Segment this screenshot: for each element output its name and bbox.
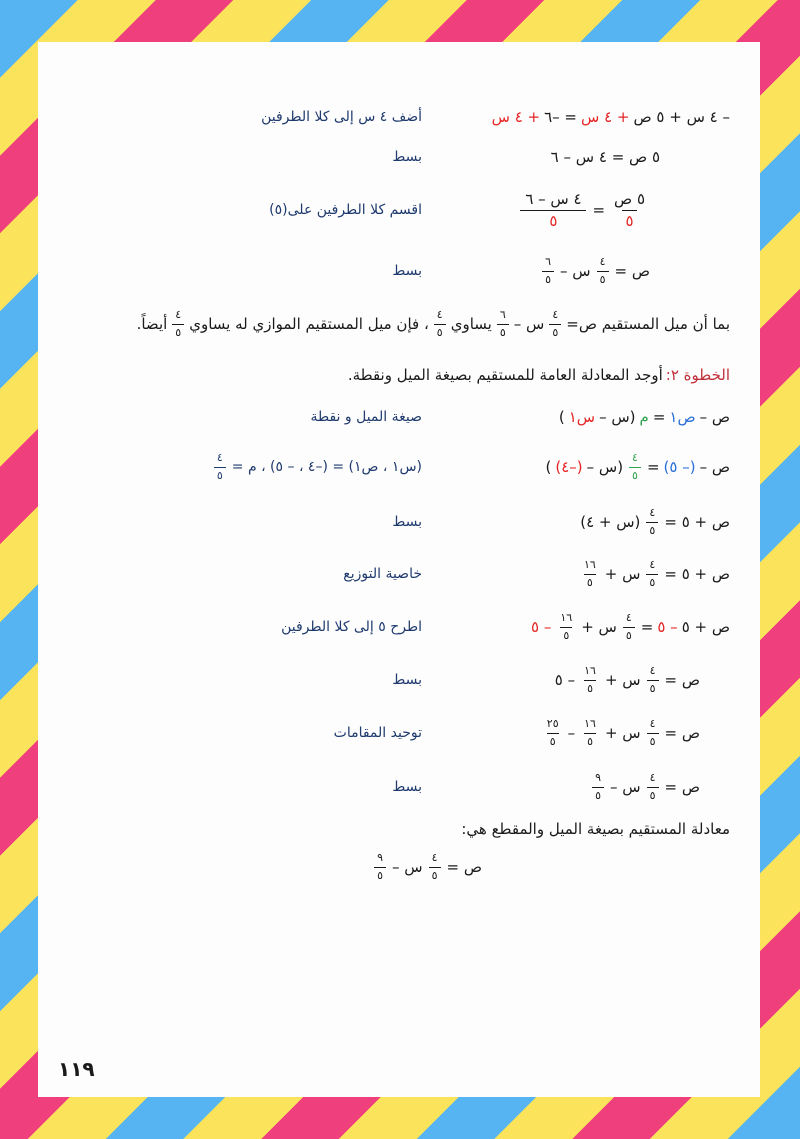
frac-den: ٥ — [629, 467, 641, 482]
fraction — [172, 309, 184, 338]
note-9: اطرح ٥ إلى كلا الطرفين — [281, 619, 422, 635]
note-7: بسط — [392, 514, 422, 530]
fraction — [646, 559, 658, 588]
eq-term: ص = — [446, 858, 482, 876]
frac-num: ٤ — [649, 506, 656, 520]
eq-term: س١ — [568, 408, 596, 426]
fraction-right — [520, 191, 586, 229]
eq-term: س – — [610, 778, 641, 796]
frac-num: ٤ س – ٦ — [525, 190, 582, 208]
equation-6 — [545, 442, 730, 492]
equation-10 — [555, 655, 700, 705]
step-2-heading — [68, 360, 730, 390]
eq-term: ص + ٥ — [681, 618, 730, 636]
frac-den: ٥ — [647, 733, 659, 748]
eq-term: ص = — [664, 724, 700, 742]
eq-term: س – — [392, 858, 423, 876]
note-5: صيغة الميل و نقطة — [310, 409, 422, 425]
eq-term: – ٥ — [531, 618, 552, 636]
eq-term: س + — [604, 565, 641, 583]
fraction — [597, 256, 609, 285]
frac-num: ٤ — [175, 308, 182, 322]
eq-term: = — [640, 618, 654, 636]
solution-row-7 — [38, 497, 760, 547]
fraction — [581, 665, 599, 694]
solution-row-3 — [38, 185, 760, 235]
eq-term: = — [652, 408, 666, 426]
equation-11 — [542, 708, 700, 758]
equation-3 — [518, 185, 650, 235]
note-4: بسط — [392, 263, 422, 279]
sentence-part: يساوي — [450, 315, 492, 333]
frac-den: ٥ — [646, 574, 658, 589]
frac-den: ٥ — [584, 574, 596, 589]
eq-term: ص = — [664, 671, 700, 689]
fraction — [647, 718, 659, 747]
solution-row-5 — [38, 397, 760, 437]
fraction-left — [611, 191, 648, 229]
frac-num: ٤ — [216, 451, 223, 465]
frac-den: ٥ — [542, 271, 554, 286]
final-equation — [372, 842, 482, 892]
eq-term: = — [646, 458, 660, 476]
fraction — [374, 852, 386, 881]
frac-den: ٥ — [560, 627, 572, 642]
equation-4 — [540, 246, 650, 296]
equation-12 — [590, 762, 700, 812]
page-number: ١١٩ — [58, 1057, 95, 1081]
eq-term: م — [639, 408, 649, 426]
frac-num: ٦ — [545, 255, 551, 269]
solution-row-2 — [38, 137, 760, 177]
solution-row-8 — [38, 549, 760, 599]
frac-num: ٦ — [499, 308, 506, 322]
fraction — [623, 612, 635, 641]
frac-num: ١٦ — [584, 664, 596, 678]
note-12: بسط — [392, 779, 422, 795]
eq-term: (– ٥) — [663, 458, 696, 476]
fraction — [592, 772, 604, 801]
frac-den: ٥ — [429, 867, 441, 882]
frac-num: ٤ — [552, 308, 559, 322]
note-10: بسط — [392, 672, 422, 688]
eq-term: (س + ٤) — [580, 513, 641, 531]
note-6 — [212, 442, 422, 492]
fraction — [214, 452, 226, 481]
eq-term: ) — [558, 408, 565, 426]
frac-num: ٩ — [595, 771, 601, 785]
eq-term: ) — [545, 458, 552, 476]
sentence-part: أيضاً. — [136, 315, 168, 333]
note-text: (س١ ، ص١) = (–٤ ، – ٥) ، م = — [231, 459, 422, 475]
eq-term: س + — [581, 618, 617, 636]
frac-num: ٤ — [436, 308, 443, 322]
frac-den: ٥ — [547, 733, 559, 748]
frac-num: ١٦ — [584, 717, 596, 731]
note-2: بسط — [392, 149, 422, 165]
note-8: خاصية التوزيع — [343, 566, 422, 582]
final-statement — [68, 814, 730, 844]
note-1: أضف ٤ س إلى كلا الطرفين — [261, 109, 422, 125]
step-label: الخطوة ٢: — [665, 366, 730, 384]
eq-term: ص – — [699, 408, 730, 426]
equation-8 — [579, 549, 730, 599]
sentence-part: بما أن ميل المستقيم ص= — [566, 315, 730, 333]
fraction — [646, 507, 658, 536]
fraction — [581, 559, 599, 588]
frac-den: ٥ — [549, 324, 561, 339]
equals-sign: = — [592, 201, 606, 219]
eq-term: (س – — [599, 408, 636, 426]
frac-den: ٥ — [646, 522, 658, 537]
frac-num: ٤ — [632, 451, 638, 465]
solution-row-4 — [38, 246, 760, 296]
frac-num: ١٦ — [560, 611, 573, 625]
note-11: توحيد المقامات — [333, 725, 422, 741]
eq1-added-term-right: + ٤ س — [491, 108, 541, 126]
frac-den: ٥ — [497, 324, 509, 339]
frac-den: ٥ — [214, 467, 226, 482]
frac-num: ٤ — [599, 255, 606, 269]
eq-term: ص + ٥ = — [664, 565, 730, 583]
sentence-part: س – — [513, 315, 545, 333]
solution-row-10 — [38, 655, 760, 705]
frac-num: ٤ — [649, 558, 656, 572]
frac-den: ٥ — [584, 680, 596, 695]
solution-row-12 — [38, 762, 760, 812]
sentence-part: ، فإن ميل المستقيم الموازي له يساوي — [189, 315, 429, 333]
page-sheet — [38, 42, 760, 1097]
frac-num: ٢٥ — [546, 717, 559, 731]
frac-den: ٥ — [584, 733, 596, 748]
eq-term: ص – — [699, 458, 730, 476]
fraction — [557, 612, 575, 641]
frac-num: ٩ — [377, 851, 383, 865]
fraction — [497, 309, 509, 338]
equation-5 — [559, 397, 730, 437]
frac-den: ٥ — [647, 787, 659, 802]
slope-sentence — [68, 304, 730, 344]
eq-term: س + — [604, 724, 641, 742]
fraction — [647, 772, 659, 801]
solution-row-1 — [38, 97, 760, 137]
fraction — [544, 718, 562, 747]
frac-num: ٤ — [625, 611, 632, 625]
eq-term: ص = — [664, 778, 700, 796]
equation-1 — [492, 97, 730, 137]
frac-den: ٥ — [434, 324, 446, 339]
frac-num: ٤ — [431, 851, 438, 865]
frac-den: ٥ — [647, 680, 659, 695]
fraction — [647, 665, 659, 694]
solution-row-11 — [38, 708, 760, 758]
equation-7 — [580, 497, 730, 547]
eq-term: (–٤) — [555, 458, 583, 476]
eq-term: – ٥ — [554, 671, 576, 689]
fraction — [629, 452, 641, 481]
frac-num: ٤ — [649, 717, 656, 731]
frac-den: ٥ — [622, 210, 636, 230]
eq-term: ص + ٥ = — [664, 513, 730, 531]
frac-den: ٥ — [592, 787, 604, 802]
step-text: أوجد المعادلة العامة للمستقيم بصيغة الميل ونقطة. — [347, 366, 663, 384]
eq-term: – — [567, 724, 576, 742]
solution-row-6 — [38, 442, 760, 492]
equation-2: ٥ ص = ٤ س – ٦ — [550, 148, 660, 166]
final-equation-row — [38, 842, 760, 892]
frac-den: ٥ — [374, 867, 386, 882]
frac-den: ٥ — [520, 210, 586, 230]
eq-term: (س – — [586, 458, 624, 476]
eq-term: – ٥ — [657, 618, 678, 636]
frac-num: ٤ — [649, 664, 656, 678]
equation-9 — [531, 602, 730, 652]
frac-den: ٥ — [623, 627, 635, 642]
frac-den: ٥ — [172, 324, 184, 339]
eq1-left: – ٤ س + ٥ ص — [633, 108, 730, 126]
fraction — [549, 309, 561, 338]
solution-row-9 — [38, 602, 760, 652]
eq-term: س + — [604, 671, 641, 689]
eq-lhs: ص = — [614, 262, 650, 280]
fraction — [581, 718, 599, 747]
fraction — [542, 256, 554, 285]
note-3: اقسم كلا الطرفين على(٥) — [269, 202, 422, 218]
fraction — [429, 852, 441, 881]
frac-num: ١٦ — [583, 558, 596, 572]
frac-num: ٥ ص — [614, 190, 645, 208]
eq1-added-term-left: + ٤ س — [581, 108, 630, 126]
eq-term: س – — [560, 262, 591, 280]
fraction — [434, 309, 446, 338]
eq1-right: = –٦ — [544, 108, 577, 126]
frac-num: ٤ — [649, 771, 656, 785]
eq-term: ص١ — [669, 408, 696, 426]
frac-den: ٥ — [597, 271, 609, 286]
final-text: معادلة المستقيم بصيغة الميل والمقطع هي: — [461, 820, 730, 838]
